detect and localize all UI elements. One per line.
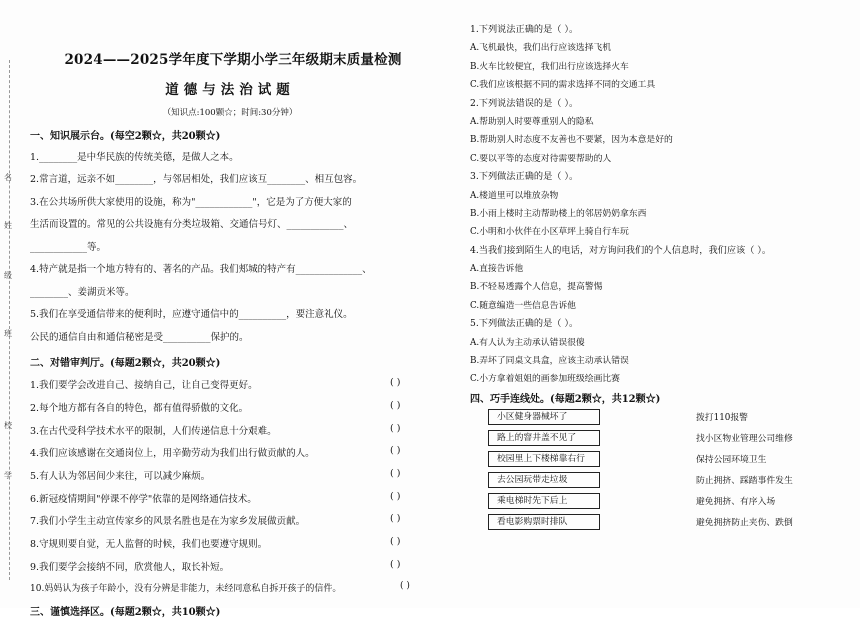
judge-text: 9.我们要学会接纳不同，欣赏他人，取长补短。 bbox=[30, 561, 230, 573]
answer-paren[interactable]: ( ) bbox=[390, 558, 401, 570]
answer-paren[interactable]: ( ) bbox=[390, 467, 401, 479]
answer-paren[interactable]: ( ) bbox=[390, 377, 401, 389]
question-line: 5.我们在享受通信带来的便利时，应遵守通信中的__________，要注意礼仪。 bbox=[30, 309, 353, 320]
choice-option: C.我们应该根据不同的需求选择不同的交通工具 bbox=[470, 80, 656, 91]
question-line: 4.特产就是指一个地方特有的、著名的产品。我们郏城的特产有______________、 bbox=[30, 264, 372, 275]
match-left-item[interactable]: 乘电梯时先下后上 bbox=[488, 493, 600, 509]
question-line: ____________等。 bbox=[30, 241, 107, 253]
choice-question bbox=[470, 318, 850, 385]
match-right-item[interactable]: 保持公园环境卫生 bbox=[696, 455, 767, 466]
section-heading: 二、对错审判厅。(每题2颗☆，共20颗☆) bbox=[30, 357, 221, 369]
answer-paren[interactable]: ( ) bbox=[390, 445, 401, 457]
question-line: 2.常言道，远亲不如________，与邻居相处，我们应该互________、相互包容。 bbox=[30, 174, 363, 185]
choice-option: C.随意编造一些信息告诉他 bbox=[470, 300, 576, 311]
match-right-item[interactable]: 避免拥挤防止夹伤、跌倒 bbox=[696, 518, 793, 529]
exam-title: 2024——2025学年度下学期小学三年级期末质量检测 bbox=[64, 52, 402, 68]
judge-text: 4.我们应该感谢在交通岗位上，用辛勤劳动为我们出行做贡献的人。 bbox=[30, 448, 315, 460]
judge-text: 2.每个地方都有各自的特色，都有值得骄傲的文化。 bbox=[30, 402, 249, 414]
match-left-item[interactable]: 校园里上下楼梯靠右行 bbox=[488, 451, 600, 467]
section-heading: 一、知识展示台。(每空2颗☆，共20颗☆) bbox=[30, 131, 221, 142]
judge-text: 8.守规则要自觉，无人监督的时候，我们也要遵守规则。 bbox=[30, 539, 268, 550]
choice-stem: 4.当我们接到陌生人的电话，对方询问我们的个人信息时，我们应该（ ）。 bbox=[470, 244, 772, 256]
judge-text: 7.我们小学生主动宣传家乡的风景名胜也是在为家乡发展做贡献。 bbox=[30, 516, 306, 528]
match-left-item[interactable]: 小区健身器械坏了 bbox=[488, 409, 600, 425]
choice-option: B.不轻易透露个人信息，提高警惕 bbox=[470, 282, 603, 293]
binding-dashed-line bbox=[9, 60, 10, 580]
binding-label: 名 bbox=[4, 173, 12, 182]
judge-item bbox=[30, 377, 430, 391]
choice-option: A.有人认为主动承认错误很傻 bbox=[470, 337, 585, 348]
choice-question bbox=[470, 171, 850, 238]
match-right-item[interactable]: 拨打110报警 bbox=[696, 413, 748, 424]
choice-option: A.楼道里可以堆放杂物 bbox=[470, 190, 559, 201]
judge-item bbox=[30, 581, 430, 594]
choice-option: C.小明和小伙伴在小区草坪上骑自行车玩 bbox=[470, 227, 629, 238]
judge-item bbox=[30, 423, 430, 437]
choice-option: B.火车比较便宜，我们出行应该选择火车 bbox=[470, 61, 629, 72]
answer-paren[interactable]: ( ) bbox=[390, 536, 401, 547]
choice-option: B.帮助别人时态度不友善也不要紧，因为本意是好的 bbox=[470, 135, 673, 146]
judge-item bbox=[30, 400, 430, 414]
exam-subject: 道德与法治试题 bbox=[165, 82, 295, 98]
question-line: 生活而设置的。常见的公共设施有分类垃圾箱、交通信号灯、____________、 bbox=[30, 219, 354, 230]
judge-item bbox=[30, 468, 430, 482]
choice-stem: 5.下列做法正确的是（ ）。 bbox=[470, 318, 579, 330]
judge-item bbox=[30, 559, 430, 573]
judge-text: 10.妈妈认为孩子年龄小，没有分辨是非能力，未经同意私自拆开孩子的信件。 bbox=[30, 584, 342, 595]
binding-label: 级 bbox=[4, 271, 12, 280]
judge-item bbox=[30, 513, 430, 527]
question-line: 公民的通信自由和通信秘密是受__________保护的。 bbox=[30, 331, 249, 343]
choice-option: C.小方拿着姐姐的画参加班级绘画比赛 bbox=[470, 374, 620, 385]
judge-text: 3.在古代受科学技术水平的限制，人们传递信息十分艰难。 bbox=[30, 425, 277, 437]
choice-option: B.小雨上楼时主动帮助楼上的邻居奶奶拿东西 bbox=[470, 208, 647, 219]
match-left-item[interactable]: 去公园玩带走垃圾 bbox=[488, 472, 600, 488]
match-left-item[interactable]: 路上的窨井盖不见了 bbox=[488, 430, 600, 446]
binding-label: 学 bbox=[4, 471, 12, 480]
answer-paren[interactable]: ( ) bbox=[390, 422, 401, 434]
binding-label: 校 bbox=[4, 421, 12, 430]
answer-paren[interactable]: ( ) bbox=[390, 490, 401, 502]
choice-option: C.要以平等的态度对待需要帮助的人 bbox=[470, 153, 612, 164]
judge-item bbox=[30, 445, 430, 459]
choice-question bbox=[470, 245, 850, 312]
question-line: 1.________是中华民族的传统美德，是做人之本。 bbox=[30, 151, 239, 163]
match-right-item[interactable]: 避免拥挤、有序入场 bbox=[696, 497, 776, 508]
choice-option: A.帮助别人时要尊重别人的隐私 bbox=[470, 116, 594, 127]
answer-paren[interactable]: ( ) bbox=[400, 581, 410, 592]
right-column bbox=[470, 24, 850, 539]
choice-question bbox=[470, 98, 850, 165]
choice-option: A.直接告诉他 bbox=[470, 264, 524, 275]
choice-stem: 1.下列说法正确的是（ ）。 bbox=[470, 24, 579, 35]
judge-text: 6.新冠疫情期间"停课不停学"依靠的是网络通信技术。 bbox=[30, 493, 257, 505]
binding-label: 姓 bbox=[4, 221, 12, 230]
section-heading: 四、巧手连线处。(每题2颗☆，共12颗☆) bbox=[470, 394, 661, 406]
choice-option: B.弄坏了同桌文具盒，应该主动承认错误 bbox=[470, 356, 629, 367]
match-right-item[interactable]: 找小区物业管理公司维修 bbox=[696, 434, 793, 445]
match-left-item[interactable]: 看电影购票时排队 bbox=[488, 514, 600, 530]
binding-label: 班 bbox=[4, 329, 12, 338]
choice-stem: 2.下列说法错误的是（ ）。 bbox=[470, 97, 579, 109]
question-line: 3.在公共场所供大家使用的设施，称为"____________"，它是为了方便大家的 bbox=[30, 196, 352, 208]
match-right-item[interactable]: 防止拥挤、踩踏事件发生 bbox=[696, 476, 793, 487]
choice-question bbox=[470, 24, 850, 91]
judge-item bbox=[30, 536, 430, 550]
judge-text: 1.我们要学会改进自己、接纳自己，让自己变得更好。 bbox=[30, 380, 258, 392]
left-column bbox=[30, 48, 430, 618]
matching-area bbox=[470, 409, 850, 539]
exam-meta: （知识点:100颗☆；时间:30分钟） bbox=[162, 108, 298, 118]
judge-text: 5.有人认为邻居间少来往，可以减少麻烦。 bbox=[30, 470, 211, 482]
section-heading: 三、谨慎选择区。(每题2颗☆，共10颗☆) bbox=[30, 607, 221, 618]
answer-paren[interactable]: ( ) bbox=[390, 399, 401, 411]
judge-item bbox=[30, 491, 430, 505]
choice-option: A.飞机最快，我们出行应该选择飞机 bbox=[470, 43, 612, 54]
question-line: ________、姜湖贡米等。 bbox=[30, 286, 135, 298]
binding-margin bbox=[0, 60, 18, 580]
choice-stem: 3.下列做法正确的是（ ）。 bbox=[470, 171, 579, 183]
answer-paren[interactable]: ( ) bbox=[390, 513, 401, 525]
